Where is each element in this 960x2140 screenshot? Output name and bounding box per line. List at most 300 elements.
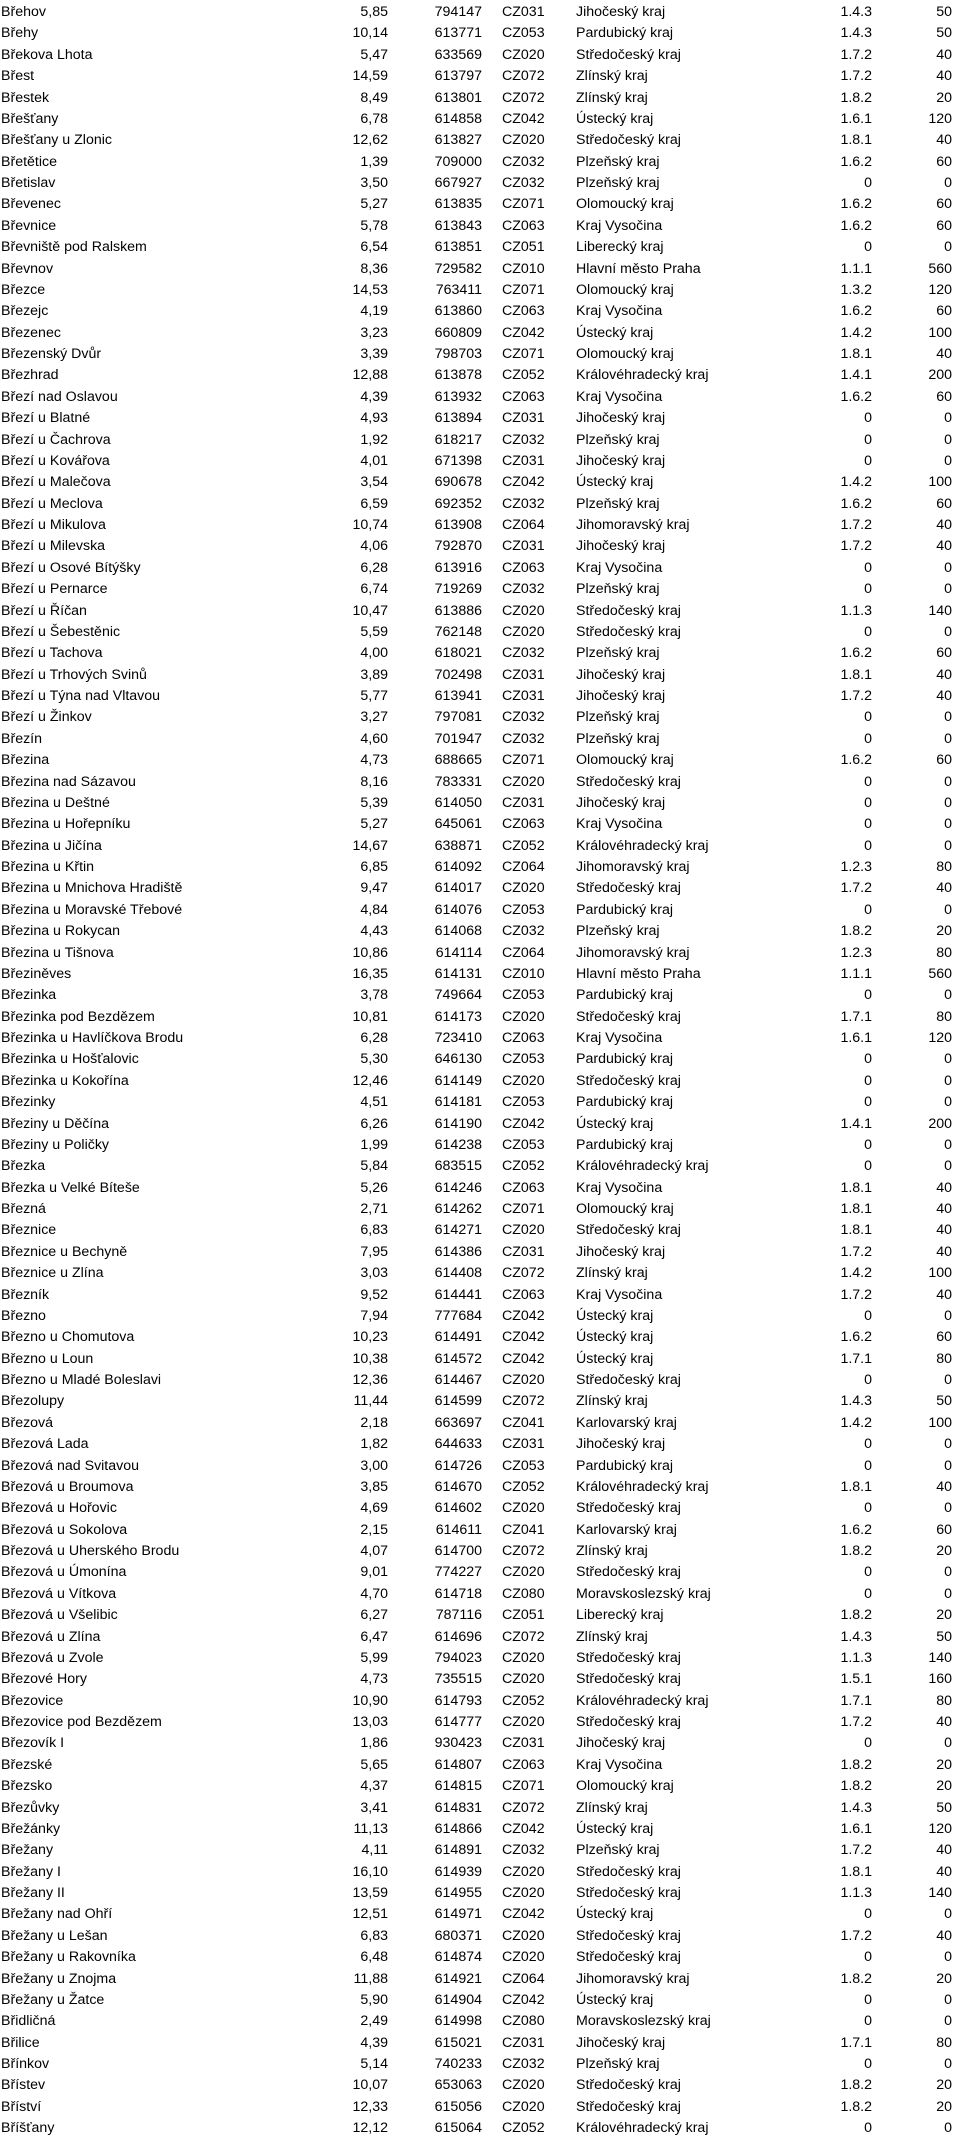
- cadastral-name-cell: Březina u Moravské Třebové: [1, 901, 183, 918]
- category-code-cell: 1.5.1: [840, 1671, 872, 1688]
- area-value-cell: 4,43: [360, 923, 388, 940]
- category-value-cell: 200: [928, 1115, 952, 1132]
- area-value-cell: 10,14: [352, 25, 388, 42]
- region-name-cell: Středočeský kraj: [576, 1008, 681, 1025]
- cadastral-name-cell: Březová nad Svitavou: [1, 1457, 140, 1474]
- category-code-cell: 1.8.1: [840, 1478, 872, 1495]
- table-row: [0, 1990, 952, 2011]
- table-row: [0, 1520, 952, 1541]
- table-row: [0, 1285, 952, 1306]
- cadastral-name-cell: Březno u Mladé Boleslavi: [1, 1372, 162, 1388]
- category-value-cell: 80: [936, 1350, 952, 1367]
- cadastral-name-cell: Břežany I: [1, 1863, 61, 1880]
- area-value-cell: 6,74: [360, 581, 388, 598]
- area-value-cell: 5,26: [360, 1179, 388, 1196]
- area-value-cell: 4,73: [360, 1671, 388, 1688]
- category-value-cell: 60: [936, 1521, 952, 1538]
- area-value-cell: 8,49: [360, 89, 388, 106]
- region-name-cell: Olomoucký kraj: [576, 346, 674, 362]
- table-row: [0, 558, 952, 579]
- cadastral-code-cell: 667927: [434, 175, 482, 191]
- category-code-cell: 0: [864, 816, 872, 833]
- table-row: [0, 88, 952, 109]
- table-row: [0, 1242, 952, 1263]
- area-value-cell: 1,86: [360, 1735, 388, 1752]
- region-name-cell: Ústecký kraj: [576, 1906, 654, 1923]
- region-name-cell: Plzeňský kraj: [576, 1842, 660, 1859]
- cadastral-code-cell: 644633: [434, 1436, 482, 1453]
- area-value-cell: 12,62: [352, 132, 388, 149]
- region-name-cell: Jihomoravský kraj: [576, 859, 690, 875]
- cadastral-code-cell: 614271: [434, 1222, 482, 1239]
- table-row: [0, 1178, 952, 1199]
- cadastral-name-cell: Březová u Broumova: [1, 1478, 134, 1495]
- category-value-cell: 0: [944, 1436, 952, 1453]
- cadastral-code-cell: 614114: [435, 944, 482, 961]
- region-name-cell: Pardubický kraj: [576, 987, 673, 1004]
- area-value-cell: 14,67: [352, 837, 388, 854]
- category-value-cell: 40: [936, 1179, 952, 1196]
- cadastral-name-cell: Břest: [1, 68, 35, 85]
- table-row: [0, 921, 952, 942]
- category-code-cell: 0: [864, 175, 872, 191]
- cadastral-code-cell: 646130: [434, 1051, 482, 1068]
- region-name-cell: Ústecký kraj: [576, 1307, 654, 1324]
- table-row: [0, 1220, 952, 1241]
- table-row: [0, 472, 952, 493]
- nuts-code-cell: CZ042: [502, 1307, 545, 1324]
- nuts-code-cell: CZ051: [502, 239, 545, 256]
- category-value-cell: 0: [944, 1457, 952, 1474]
- area-value-cell: 4,51: [360, 1094, 388, 1111]
- cadastral-code-cell: 701947: [434, 730, 482, 747]
- table-row: [0, 1648, 952, 1669]
- category-value-cell: 0: [944, 1158, 952, 1175]
- region-name-cell: Ústecký kraj: [576, 1350, 654, 1367]
- nuts-code-cell: CZ053: [502, 1136, 545, 1153]
- cadastral-code-cell: 613886: [434, 602, 482, 619]
- nuts-code-cell: CZ053: [502, 1051, 545, 1068]
- region-name-cell: Hlavní město Praha: [576, 260, 701, 277]
- cadastral-name-cell: Březina u Křtin: [1, 859, 95, 875]
- category-code-cell: 1.6.2: [840, 303, 872, 320]
- table-row: [0, 1413, 952, 1434]
- region-name-cell: Středočeský kraj: [576, 1863, 681, 1880]
- nuts-code-cell: CZ080: [502, 2013, 545, 2030]
- area-value-cell: 4,11: [361, 1842, 388, 1859]
- category-code-cell: 0: [864, 1072, 872, 1089]
- table-row: [0, 2054, 952, 2075]
- nuts-code-cell: CZ031: [502, 1243, 545, 1260]
- nuts-code-cell: CZ063: [502, 816, 545, 833]
- category-value-cell: 80: [936, 1008, 952, 1025]
- category-value-cell: 60: [936, 388, 952, 405]
- table-row: [0, 1306, 952, 1327]
- cadastral-name-cell: Břevnov: [1, 260, 54, 277]
- category-value-cell: 120: [928, 281, 952, 298]
- table-row: [0, 814, 952, 835]
- region-name-cell: Středočeský kraj: [576, 880, 681, 897]
- nuts-code-cell: CZ042: [502, 324, 545, 341]
- table-row: [0, 173, 952, 194]
- area-value-cell: 12,46: [352, 1072, 388, 1089]
- category-code-cell: 1.6.2: [840, 1329, 872, 1346]
- cadastral-code-cell: 794147: [434, 4, 482, 20]
- table-row: [0, 793, 952, 814]
- category-code-cell: 1.8.2: [840, 923, 872, 940]
- region-name-cell: Moravskoslezský kraj: [576, 1585, 711, 1602]
- table-row: [0, 601, 952, 622]
- category-code-cell: 1.4.1: [840, 367, 872, 384]
- category-code-cell: 0: [864, 1372, 872, 1388]
- area-value-cell: 10,38: [352, 1350, 388, 1367]
- region-name-cell: Středočeský kraj: [576, 1072, 681, 1089]
- cadastral-name-cell: Břežánky: [1, 1820, 61, 1837]
- nuts-code-cell: CZ053: [502, 1457, 545, 1474]
- cadastral-name-cell: Březí u Žinkov: [1, 709, 92, 726]
- table-row: [0, 1712, 952, 1733]
- table-row: [0, 2, 952, 23]
- area-value-cell: 5,27: [360, 196, 388, 213]
- cadastral-name-cell: Březí u Milevska: [1, 538, 106, 555]
- area-value-cell: 10,86: [352, 944, 388, 961]
- cadastral-code-cell: 613797: [434, 68, 482, 85]
- area-value-cell: 10,81: [352, 1008, 388, 1025]
- category-value-cell: 100: [928, 474, 952, 491]
- nuts-code-cell: CZ032: [502, 923, 545, 940]
- nuts-code-cell: CZ032: [502, 2056, 545, 2072]
- category-value-cell: 80: [936, 1692, 952, 1709]
- nuts-code-cell: CZ072: [502, 1543, 545, 1559]
- area-value-cell: 12,33: [352, 2098, 388, 2115]
- region-name-cell: Královéhradecký kraj: [576, 367, 709, 384]
- cadastral-name-cell: Březinka: [1, 987, 57, 1004]
- category-code-cell: 1.4.2: [840, 474, 872, 491]
- category-value-cell: 40: [936, 1842, 952, 1859]
- nuts-code-cell: CZ020: [502, 1885, 545, 1901]
- nuts-code-cell: CZ031: [502, 688, 545, 704]
- region-name-cell: Ústecký kraj: [576, 324, 654, 341]
- cadastral-code-cell: 613771: [434, 25, 482, 42]
- cadastral-code-cell: 614611: [435, 1521, 482, 1538]
- cadastral-code-cell: 614050: [434, 794, 482, 811]
- category-value-cell: 0: [944, 773, 952, 790]
- cadastral-code-cell: 613835: [434, 196, 482, 213]
- category-value-cell: 60: [936, 153, 952, 170]
- category-code-cell: 1.7.2: [840, 880, 872, 897]
- category-code-cell: 1.7.2: [840, 538, 872, 555]
- area-value-cell: 1,82: [360, 1436, 388, 1453]
- nuts-code-cell: CZ042: [502, 1906, 545, 1923]
- region-name-cell: Jihomoravský kraj: [576, 1970, 690, 1987]
- region-name-cell: Středočeský kraj: [576, 132, 681, 149]
- cadastral-code-cell: 614866: [434, 1820, 482, 1837]
- category-code-cell: 1.8.1: [840, 346, 872, 362]
- nuts-code-cell: CZ064: [502, 517, 545, 533]
- nuts-code-cell: CZ032: [502, 495, 545, 512]
- region-name-cell: Karlovarský kraj: [576, 1521, 677, 1538]
- category-value-cell: 20: [936, 89, 952, 106]
- region-name-cell: Plzeňský kraj: [576, 153, 660, 170]
- table-row: [0, 1798, 952, 1819]
- category-code-cell: 1.6.2: [840, 196, 872, 213]
- area-value-cell: 8,36: [360, 260, 388, 277]
- cadastral-name-cell: Březinka pod Bezdězem: [1, 1008, 155, 1025]
- region-name-cell: Ústecký kraj: [576, 474, 654, 491]
- category-code-cell: 1.6.2: [840, 388, 872, 405]
- table-row: [0, 1733, 952, 1754]
- area-value-cell: 4,39: [360, 2034, 388, 2051]
- cadastral-code-cell: 719269: [434, 581, 482, 598]
- cadastral-code-cell: 613894: [434, 410, 482, 427]
- area-value-cell: 9,01: [360, 1564, 388, 1581]
- table-row: [0, 109, 952, 130]
- table-row: [0, 430, 952, 451]
- nuts-code-cell: CZ020: [502, 1564, 545, 1581]
- table-row: [0, 707, 952, 728]
- region-name-cell: Jihočeský kraj: [576, 538, 666, 555]
- cadastral-name-cell: Březina u Jičína: [1, 837, 102, 854]
- category-code-cell: 0: [864, 452, 872, 469]
- nuts-code-cell: CZ010: [502, 260, 545, 277]
- nuts-code-cell: CZ064: [502, 944, 545, 961]
- nuts-code-cell: CZ032: [502, 709, 545, 726]
- cadastral-name-cell: Březinka u Havlíčkova Brodu: [1, 1030, 184, 1046]
- area-value-cell: 3,39: [360, 346, 388, 362]
- cadastral-name-cell: Březín: [1, 730, 43, 747]
- area-value-cell: 6,28: [360, 1030, 388, 1046]
- category-value-cell: 50: [936, 1799, 952, 1816]
- region-name-cell: Kraj Vysočina: [576, 1756, 663, 1773]
- nuts-code-cell: CZ032: [502, 1842, 545, 1859]
- cadastral-code-cell: 614246: [434, 1179, 482, 1196]
- nuts-code-cell: CZ020: [502, 602, 545, 619]
- cadastral-code-cell: 774227: [434, 1564, 482, 1581]
- category-code-cell: 0: [864, 1949, 872, 1966]
- cadastral-code-cell: 690678: [434, 474, 482, 491]
- category-code-cell: 1.8.1: [840, 1863, 872, 1880]
- cadastral-name-cell: Březiny u Poličky: [1, 1136, 110, 1153]
- cadastral-name-cell: Břežany u Znojma: [1, 1970, 117, 1987]
- nuts-code-cell: CZ032: [502, 431, 545, 448]
- cadastral-name-cell: Březno u Loun: [1, 1350, 94, 1367]
- cadastral-code-cell: 692352: [434, 495, 482, 512]
- nuts-code-cell: CZ063: [502, 388, 545, 405]
- area-value-cell: 4,07: [360, 1543, 388, 1559]
- nuts-code-cell: CZ063: [502, 1030, 545, 1046]
- category-code-cell: 1.6.2: [840, 1521, 872, 1538]
- category-code-cell: 1.4.2: [840, 324, 872, 341]
- table-row: [0, 1691, 952, 1712]
- category-value-cell: 60: [936, 303, 952, 320]
- nuts-code-cell: CZ042: [502, 110, 545, 127]
- nuts-code-cell: CZ063: [502, 303, 545, 320]
- category-value-cell: 60: [936, 495, 952, 512]
- category-code-cell: 1.4.3: [840, 1799, 872, 1816]
- table-row: [0, 152, 952, 173]
- nuts-code-cell: CZ052: [502, 1692, 545, 1709]
- category-code-cell: 1.7.2: [840, 68, 872, 85]
- region-name-cell: Středočeský kraj: [576, 1649, 681, 1666]
- cadastral-code-cell: 614700: [434, 1543, 482, 1559]
- table-row: [0, 216, 952, 237]
- category-code-cell: 0: [864, 1158, 872, 1175]
- cadastral-code-cell: 653063: [434, 2077, 482, 2094]
- table-row: [0, 494, 952, 515]
- region-name-cell: Zlínský kraj: [576, 1628, 648, 1645]
- category-code-cell: 0: [864, 239, 872, 256]
- nuts-code-cell: CZ053: [502, 987, 545, 1004]
- category-value-cell: 560: [928, 260, 952, 277]
- table-row: [0, 2075, 952, 2096]
- cadastral-code-cell: 709000: [434, 153, 482, 170]
- area-value-cell: 2,49: [360, 2013, 388, 2030]
- cadastral-name-cell: Březí u Čachrova: [1, 431, 111, 448]
- cadastral-code-cell: 614998: [434, 2013, 482, 2030]
- cadastral-name-cell: Březová Lada: [1, 1436, 89, 1453]
- area-value-cell: 7,94: [360, 1307, 388, 1324]
- category-code-cell: 1.8.1: [840, 1201, 872, 1217]
- table-row: [0, 451, 952, 472]
- table-row: [0, 1627, 952, 1648]
- table-row: [0, 878, 952, 899]
- region-name-cell: Kraj Vysočina: [576, 559, 663, 576]
- category-value-cell: 0: [944, 1094, 952, 1111]
- cadastral-code-cell: 614173: [434, 1008, 482, 1025]
- area-value-cell: 6,26: [360, 1115, 388, 1132]
- category-value-cell: 60: [936, 752, 952, 769]
- region-name-cell: Pardubický kraj: [576, 1136, 673, 1153]
- nuts-code-cell: CZ041: [502, 1521, 545, 1538]
- category-value-cell: 60: [936, 217, 952, 234]
- category-value-cell: 100: [928, 324, 952, 341]
- region-name-cell: Ústecký kraj: [576, 1991, 654, 2008]
- area-value-cell: 6,83: [360, 1927, 388, 1944]
- area-value-cell: 4,06: [360, 538, 388, 555]
- nuts-code-cell: CZ032: [502, 175, 545, 191]
- table-row: [0, 1391, 952, 1412]
- region-name-cell: Kraj Vysočina: [576, 1179, 663, 1196]
- table-row: [0, 1456, 952, 1477]
- area-value-cell: 5,27: [360, 816, 388, 833]
- cadastral-code-cell: 614131: [434, 965, 482, 982]
- table-row: [0, 387, 952, 408]
- category-code-cell: 1.7.2: [840, 1286, 872, 1303]
- region-name-cell: Pardubický kraj: [576, 1457, 673, 1474]
- cadastral-code-cell: 735515: [434, 1671, 482, 1688]
- category-code-cell: 0: [864, 623, 872, 640]
- nuts-code-cell: CZ052: [502, 2120, 545, 2137]
- cadastral-name-cell: Březové Hory: [1, 1671, 87, 1688]
- table-row: [0, 1071, 952, 1092]
- cadastral-name-cell: Březsko: [1, 1778, 53, 1795]
- category-value-cell: 0: [944, 1136, 952, 1153]
- cadastral-name-cell: Březolupy: [1, 1393, 65, 1410]
- category-value-cell: 0: [944, 1735, 952, 1752]
- area-value-cell: 4,70: [360, 1585, 388, 1602]
- table-row: [0, 1114, 952, 1135]
- table-row: [0, 2118, 952, 2139]
- region-name-cell: Středočeský kraj: [576, 623, 681, 640]
- category-code-cell: 0: [864, 2120, 872, 2137]
- cadastral-name-cell: Březinky: [1, 1094, 56, 1111]
- category-code-cell: 1.8.2: [840, 1970, 872, 1987]
- cadastral-code-cell: 618021: [434, 645, 482, 662]
- table-row: [0, 1562, 952, 1583]
- region-name-cell: Plzeňský kraj: [576, 581, 660, 598]
- cadastral-code-cell: 729582: [434, 260, 482, 277]
- cadastral-name-cell: Břetislav: [1, 175, 56, 191]
- cadastral-code-cell: 763411: [435, 281, 482, 298]
- table-row: [0, 1541, 952, 1562]
- cadastral-name-cell: Březová u Vítkova: [1, 1585, 117, 1602]
- area-value-cell: 5,84: [360, 1158, 388, 1175]
- region-name-cell: Královéhradecký kraj: [576, 1692, 709, 1709]
- cadastral-code-cell: 615064: [434, 2120, 482, 2137]
- region-name-cell: Jihočeský kraj: [576, 1436, 666, 1453]
- area-value-cell: 7,95: [360, 1243, 388, 1260]
- region-name-cell: Středočeský kraj: [576, 1564, 681, 1581]
- region-name-cell: Plzeňský kraj: [576, 175, 660, 191]
- category-value-cell: 20: [936, 1970, 952, 1987]
- nuts-code-cell: CZ041: [502, 1414, 545, 1431]
- cadastral-name-cell: Břežany: [1, 1842, 54, 1859]
- category-value-cell: 0: [944, 730, 952, 747]
- cadastral-name-cell: Březová u Všelibic: [1, 1607, 118, 1624]
- cadastral-code-cell: 645061: [434, 816, 482, 833]
- cadastral-code-cell: 680371: [434, 1927, 482, 1944]
- category-value-cell: 0: [944, 559, 952, 576]
- cadastral-name-cell: Břilice: [1, 2034, 40, 2051]
- area-value-cell: 9,47: [360, 880, 388, 897]
- region-name-cell: Pardubický kraj: [576, 1094, 673, 1111]
- table-row: [0, 1669, 952, 1690]
- category-value-cell: 0: [944, 816, 952, 833]
- cadastral-name-cell: Březí u Meclova: [1, 495, 103, 512]
- table-row: [0, 1584, 952, 1605]
- region-name-cell: Královéhradecký kraj: [576, 837, 709, 854]
- table-row: [0, 365, 952, 386]
- category-code-cell: 0: [864, 581, 872, 598]
- category-value-cell: 0: [944, 709, 952, 726]
- cadastral-name-cell: Břidličná: [1, 2013, 56, 2030]
- category-code-cell: 1.6.2: [840, 752, 872, 769]
- nuts-code-cell: CZ072: [502, 1799, 545, 1816]
- region-name-cell: Olomoucký kraj: [576, 196, 674, 213]
- category-value-cell: 40: [936, 1286, 952, 1303]
- cadastral-code-cell: 614793: [434, 1692, 482, 1709]
- table-row: [0, 900, 952, 921]
- region-name-cell: Jihočeský kraj: [576, 688, 666, 704]
- category-value-cell: 40: [936, 1478, 952, 1495]
- cadastral-name-cell: Březina u Rokycan: [1, 923, 121, 940]
- nuts-code-cell: CZ071: [502, 346, 545, 362]
- area-value-cell: 1,99: [360, 1136, 388, 1153]
- area-value-cell: 5,59: [360, 623, 388, 640]
- category-code-cell: 0: [864, 773, 872, 790]
- cadastral-code-cell: 614599: [434, 1393, 482, 1410]
- table-row: [0, 836, 952, 857]
- category-value-cell: 0: [944, 2056, 952, 2072]
- table-row: [0, 237, 952, 258]
- nuts-code-cell: CZ052: [502, 1158, 545, 1175]
- table-row: [0, 301, 952, 322]
- table-row: [0, 515, 952, 536]
- category-value-cell: 0: [944, 1051, 952, 1068]
- cadastral-name-cell: Březnice u Bechyně: [1, 1243, 128, 1260]
- area-value-cell: 6,47: [360, 1628, 388, 1645]
- nuts-code-cell: CZ020: [502, 1072, 545, 1089]
